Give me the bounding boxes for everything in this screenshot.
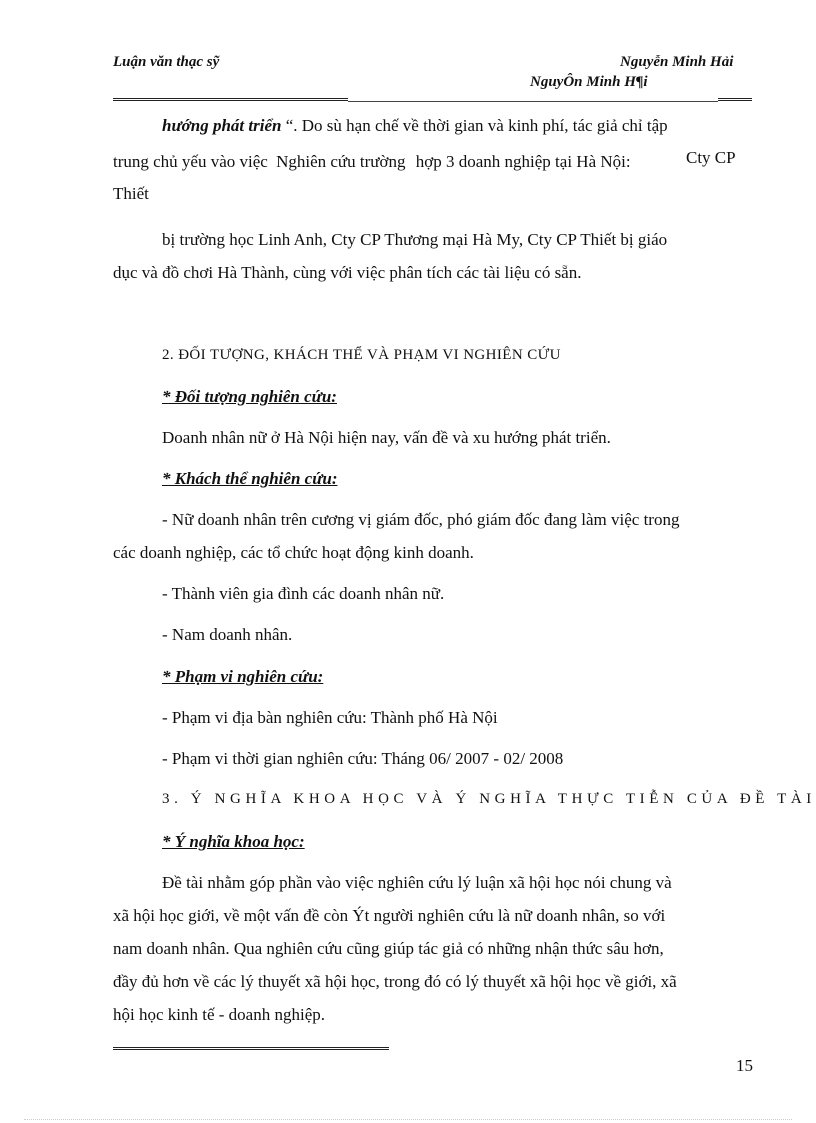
list-item: - Nam doanh nhân. [162,625,293,644]
section-title: 2. ĐỐI TƯỢNG, KHÁCH THỂ VÀ PHẠM VI NGHIÊN CỨU [162,347,561,363]
list-item-continuation: các doanh nghiệp, các tổ chức hoạt động kinh doanh. [113,543,474,562]
text-run: “. Do sù hạn chế về thời gian và kinh phí, tác giả chỉ tập [285,116,668,135]
header-right: Nguyễn Minh Hải [620,54,734,70]
paragraph-line: bị trường học Linh Anh, Cty CP Thương mại Hà My, Cty CP Thiết bị giáo [162,230,668,249]
section-title: 3. Ý NGHĨA KHOA HỌC VÀ Ý NGHĨA THỰC TIỄN CỦA ĐỀ TÀI [162,791,816,807]
page-bottom-edge [24,1119,792,1120]
list-item: - Thành viên gia đình các doanh nhân nữ. [162,584,445,603]
subheading: * Đối tượng nghiên cứu: [162,387,337,406]
text-run: Nghiên cứu trường [276,152,406,171]
text-run: trung chủ yếu vào việc [113,152,268,171]
footer-rule [113,1047,389,1050]
list-item: - Phạm vi địa bàn nghiên cứu: Thành phố Hà Nội [162,708,498,727]
text-run: hợp 3 doanh nghiệp tại Hà Nội: [415,152,631,171]
paragraph-line [162,116,668,136]
header-rule-middle [348,101,718,102]
list-item: - Phạm vi thời gian nghiên cứu: Tháng 06/ 2007 - 02/ 2008 [162,749,564,768]
list-item: - Nữ doanh nhân trên cương vị giám đốc, phó giám đốc đang làm việc trong [162,510,680,529]
subheading: * Phạm vi nghiên cứu: [162,667,324,686]
paragraph-line: Thiết [113,184,149,203]
text-run: Cty CP [686,148,736,167]
paragraph-line [113,152,631,172]
emphasis-text: hướng phát triển [162,116,282,135]
header-rule-right [718,98,752,101]
paragraph-line: Đề tài nhằm góp phần vào việc nghiên cứu lý luận xã hội học nói chung và [162,873,672,892]
paragraph-line: hội học kinh tế - doanh nghiệp. [113,1005,325,1024]
paragraph-line: đầy đủ hơn về các lý thuyết xã hội học, trong đó có lý thuyết xã hội học về giới, xã [113,972,677,991]
header-rule-left [113,98,348,101]
subheading: * Khách thể nghiên cứu: [162,469,338,488]
subheading: * Ý nghĩa khoa học: [162,832,305,851]
paragraph-line: Doanh nhân nữ ở Hà Nội hiện nay, vấn đề và xu hướng phát triển. [162,428,611,447]
paragraph-line: dục và đồ chơi Hà Thành, cùng với việc phân tích các tài liệu có sẵn. [113,263,582,282]
page-number: 15 [736,1056,753,1075]
header-right-garbled: NguyÔn Minh H¶i [530,74,648,90]
paragraph-line: nam doanh nhân. Qua nghiên cứu cũng giúp tác giả có những nhận thức sâu hơn, [113,939,664,958]
header-left: Luận văn thạc sỹ [113,54,220,70]
paragraph-line: xã hội học giới, về một vấn đề còn Ýt người nghiên cứu là nữ doanh nhân, so với [113,906,666,925]
